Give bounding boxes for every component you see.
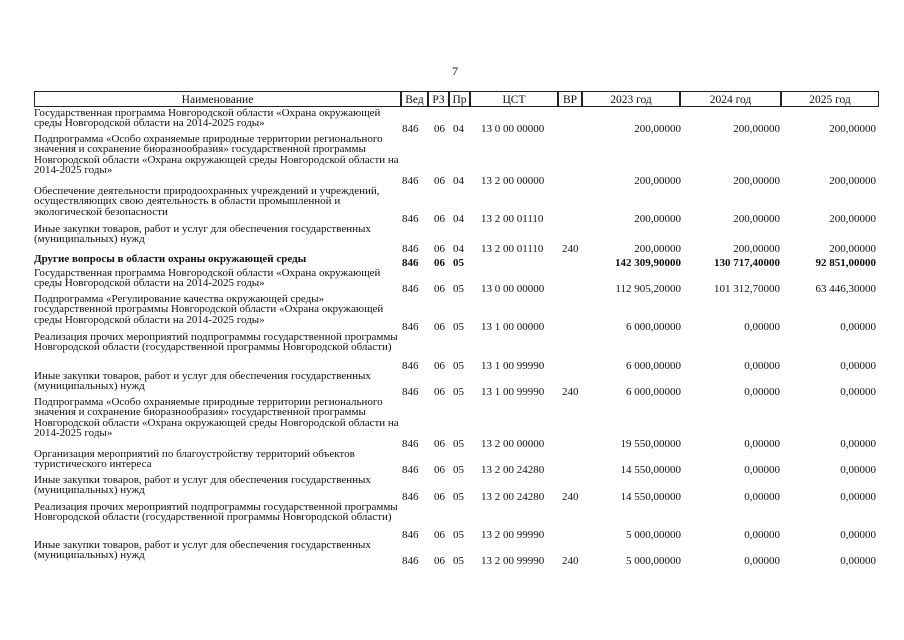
row-ved: 846 xyxy=(402,320,419,333)
row-2024: 0,00000 xyxy=(744,437,780,450)
table-row xyxy=(34,502,880,540)
row-2025: 200,00000 xyxy=(829,174,876,187)
row-rz: 06 xyxy=(434,282,445,295)
row-cst: 13 0 00 00000 xyxy=(481,122,545,135)
row-rz: 06 xyxy=(434,463,445,476)
row-pr: 05 xyxy=(453,528,464,541)
row-2025: 200,00000 xyxy=(829,212,876,225)
header-2024: 2024 год xyxy=(680,91,781,107)
row-pr: 05 xyxy=(453,554,464,567)
table-row xyxy=(34,540,880,566)
row-rz: 06 xyxy=(434,554,445,567)
header-2025: 2025 год xyxy=(781,91,879,107)
row-2024: 0,00000 xyxy=(744,554,780,567)
row-2023: 6 000,00000 xyxy=(626,385,681,398)
row-2025: 200,00000 xyxy=(829,242,876,255)
row-name: Другие вопросы в области охраны окружающей среды xyxy=(34,253,307,265)
row-rz: 06 xyxy=(434,359,445,372)
row-2025: 200,00000 xyxy=(829,122,876,135)
row-pr: 05 xyxy=(453,282,464,295)
row-2023: 5 000,00000 xyxy=(626,528,681,541)
row-2025: 0,00000 xyxy=(840,490,876,503)
table-row xyxy=(34,371,880,397)
row-2025: 0,00000 xyxy=(840,437,876,450)
row-2025: 92 851,00000 xyxy=(815,256,876,269)
row-2023: 5 000,00000 xyxy=(626,554,681,567)
row-cst: 13 2 00 01110 xyxy=(481,242,544,255)
row-rz: 06 xyxy=(434,212,445,225)
row-2023: 6 000,00000 xyxy=(626,320,681,333)
row-pr: 04 xyxy=(453,122,464,135)
row-2024: 200,00000 xyxy=(733,242,780,255)
row-cst: 13 0 00 00000 xyxy=(481,282,545,295)
row-2025: 63 446,30000 xyxy=(815,282,876,295)
row-pr: 05 xyxy=(453,437,464,450)
row-pr: 04 xyxy=(453,212,464,225)
row-2025: 0,00000 xyxy=(840,385,876,398)
row-cst: 13 2 00 00000 xyxy=(481,174,545,187)
row-2023: 14 550,00000 xyxy=(620,490,681,503)
row-name: Реализация прочих мероприятий подпрограммы государственной программы Новгородской области (государственной программы Новгородской области) xyxy=(34,331,398,354)
row-pr: 04 xyxy=(453,174,464,187)
row-rz: 06 xyxy=(434,174,445,187)
row-2024: 130 717,40000 xyxy=(714,256,780,269)
row-2023: 200,00000 xyxy=(634,242,681,255)
row-cst: 13 2 00 99990 xyxy=(481,554,545,567)
row-pr: 05 xyxy=(453,320,464,333)
row-name: Иные закупки товаров, работ и услуг для обеспечения государственных (муниципальных) нужд xyxy=(34,474,371,497)
row-2024: 0,00000 xyxy=(744,359,780,372)
row-ved: 846 xyxy=(402,385,419,398)
row-2025: 0,00000 xyxy=(840,320,876,333)
row-name: Иные закупки товаров, работ и услуг для обеспечения государственных (муниципальных) нужд xyxy=(34,539,371,562)
table-row xyxy=(34,224,880,254)
row-pr: 05 xyxy=(453,359,464,372)
table-row xyxy=(34,332,880,371)
row-name: Обеспечение деятельности природоохранных учреждений и учреждений, осуществляющих свою деятельность в области промышленной и экологической безопасности xyxy=(34,185,380,218)
row-rz: 06 xyxy=(434,437,445,450)
row-ved: 846 xyxy=(402,490,419,503)
row-2024: 200,00000 xyxy=(733,174,780,187)
row-ved: 846 xyxy=(402,282,419,295)
row-rz: 06 xyxy=(434,385,445,398)
header-pr: Пр xyxy=(449,91,470,107)
table-row xyxy=(34,397,880,449)
row-rz: 06 xyxy=(434,242,445,255)
row-ved: 846 xyxy=(402,242,419,255)
row-pr: 05 xyxy=(453,490,464,503)
row-ved: 846 xyxy=(402,174,419,187)
row-cst: 13 1 00 99990 xyxy=(481,359,545,372)
row-2023: 142 309,90000 xyxy=(615,256,681,269)
row-2024: 0,00000 xyxy=(744,320,780,333)
row-rz: 06 xyxy=(434,122,445,135)
row-cst: 13 1 00 00000 xyxy=(481,320,545,333)
row-2024: 0,00000 xyxy=(744,490,780,503)
row-rz: 06 xyxy=(434,528,445,541)
row-2025: 0,00000 xyxy=(840,554,876,567)
row-pr: 05 xyxy=(453,256,464,269)
row-2023: 14 550,00000 xyxy=(620,463,681,476)
row-ved: 846 xyxy=(402,528,419,541)
row-ved: 846 xyxy=(402,463,419,476)
row-cst: 13 2 00 00000 xyxy=(481,437,545,450)
row-2024: 0,00000 xyxy=(744,385,780,398)
header-name: Наименование xyxy=(34,91,401,107)
row-ved: 846 xyxy=(402,437,419,450)
row-vr: 240 xyxy=(562,554,579,567)
row-2025: 0,00000 xyxy=(840,463,876,476)
row-vr: 240 xyxy=(562,490,579,503)
row-name: Реализация прочих мероприятий подпрограммы государственной программы Новгородской области (государственной программы Новгородской области) xyxy=(34,501,398,524)
table-row xyxy=(34,254,880,268)
row-2023: 112 905,20000 xyxy=(615,282,681,295)
row-name: Подпрограмма «Особо охраняемые природные территории регионального значения и сохранение биоразнообразия» государственной программы Новгородской области «Охрана окружающей среды Новгородской области на 2014-2025 годы» xyxy=(34,396,399,440)
row-rz: 06 xyxy=(434,490,445,503)
row-ved: 846 xyxy=(402,554,419,567)
table-row xyxy=(34,268,880,294)
row-2023: 200,00000 xyxy=(634,122,681,135)
row-ved: 846 xyxy=(402,256,419,269)
row-cst: 13 1 00 99990 xyxy=(481,385,545,398)
row-rz: 06 xyxy=(434,256,445,269)
table-row xyxy=(34,134,880,186)
row-name: Иные закупки товаров, работ и услуг для обеспечения государственных (муниципальных) нужд xyxy=(34,223,371,246)
table-row xyxy=(34,449,880,475)
row-2024: 200,00000 xyxy=(733,122,780,135)
row-cst: 13 2 00 99990 xyxy=(481,528,545,541)
row-2025: 0,00000 xyxy=(840,359,876,372)
row-vr: 240 xyxy=(562,385,579,398)
row-2025: 0,00000 xyxy=(840,528,876,541)
table-row xyxy=(34,186,880,224)
table-row xyxy=(34,108,880,134)
row-pr: 05 xyxy=(453,385,464,398)
row-2024: 101 312,70000 xyxy=(714,282,780,295)
row-name: Государственная программа Новгородской области «Охрана окружающей среды Новгородской области на 2014-2025 годы» xyxy=(34,267,381,290)
table-header xyxy=(34,91,880,108)
row-pr: 05 xyxy=(453,463,464,476)
row-pr: 04 xyxy=(453,242,464,255)
row-ved: 846 xyxy=(402,212,419,225)
row-2024: 0,00000 xyxy=(744,463,780,476)
table-row xyxy=(34,475,880,502)
row-name: Государственная программа Новгородской области «Охрана окружающей среды Новгородской области на 2014-2025 годы» xyxy=(34,107,381,130)
row-name: Организация мероприятий по благоустройству территорий объектов туристического интереса xyxy=(34,448,355,471)
row-cst: 13 2 00 24280 xyxy=(481,463,545,476)
row-2023: 19 550,00000 xyxy=(620,437,681,450)
row-rz: 06 xyxy=(434,320,445,333)
row-cst: 13 2 00 01110 xyxy=(481,212,544,225)
row-name: Подпрограмма «Регулирование качества окружающей среды» государственной программы Новгородской области «Охрана окружающей среды Новгородской области на 2014-2025 годы» xyxy=(34,293,384,326)
row-2023: 6 000,00000 xyxy=(626,359,681,372)
row-2023: 200,00000 xyxy=(634,212,681,225)
table-row xyxy=(34,294,880,332)
row-2024: 0,00000 xyxy=(744,528,780,541)
row-name: Подпрограмма «Особо охраняемые природные территории регионального значения и сохранение биоразнообразия» государственной программы Новгородской области «Охрана окружающей среды Новгородской области на 2014-2025 годы» xyxy=(34,133,399,177)
header-cst: ЦСТ xyxy=(470,91,558,107)
budget-table xyxy=(34,91,880,566)
row-cst: 13 2 00 24280 xyxy=(481,490,545,503)
row-2024: 200,00000 xyxy=(733,212,780,225)
header-2023: 2023 год xyxy=(582,91,680,107)
row-vr: 240 xyxy=(562,242,579,255)
row-2023: 200,00000 xyxy=(634,174,681,187)
row-name: Иные закупки товаров, работ и услуг для обеспечения государственных (муниципальных) нужд xyxy=(34,370,371,393)
row-ved: 846 xyxy=(402,122,419,135)
header-vr: ВР xyxy=(558,91,582,107)
header-ved: Вед xyxy=(401,91,428,107)
row-ved: 846 xyxy=(402,359,419,372)
page-number: 7 xyxy=(452,64,458,78)
header-rz: РЗ xyxy=(428,91,449,107)
